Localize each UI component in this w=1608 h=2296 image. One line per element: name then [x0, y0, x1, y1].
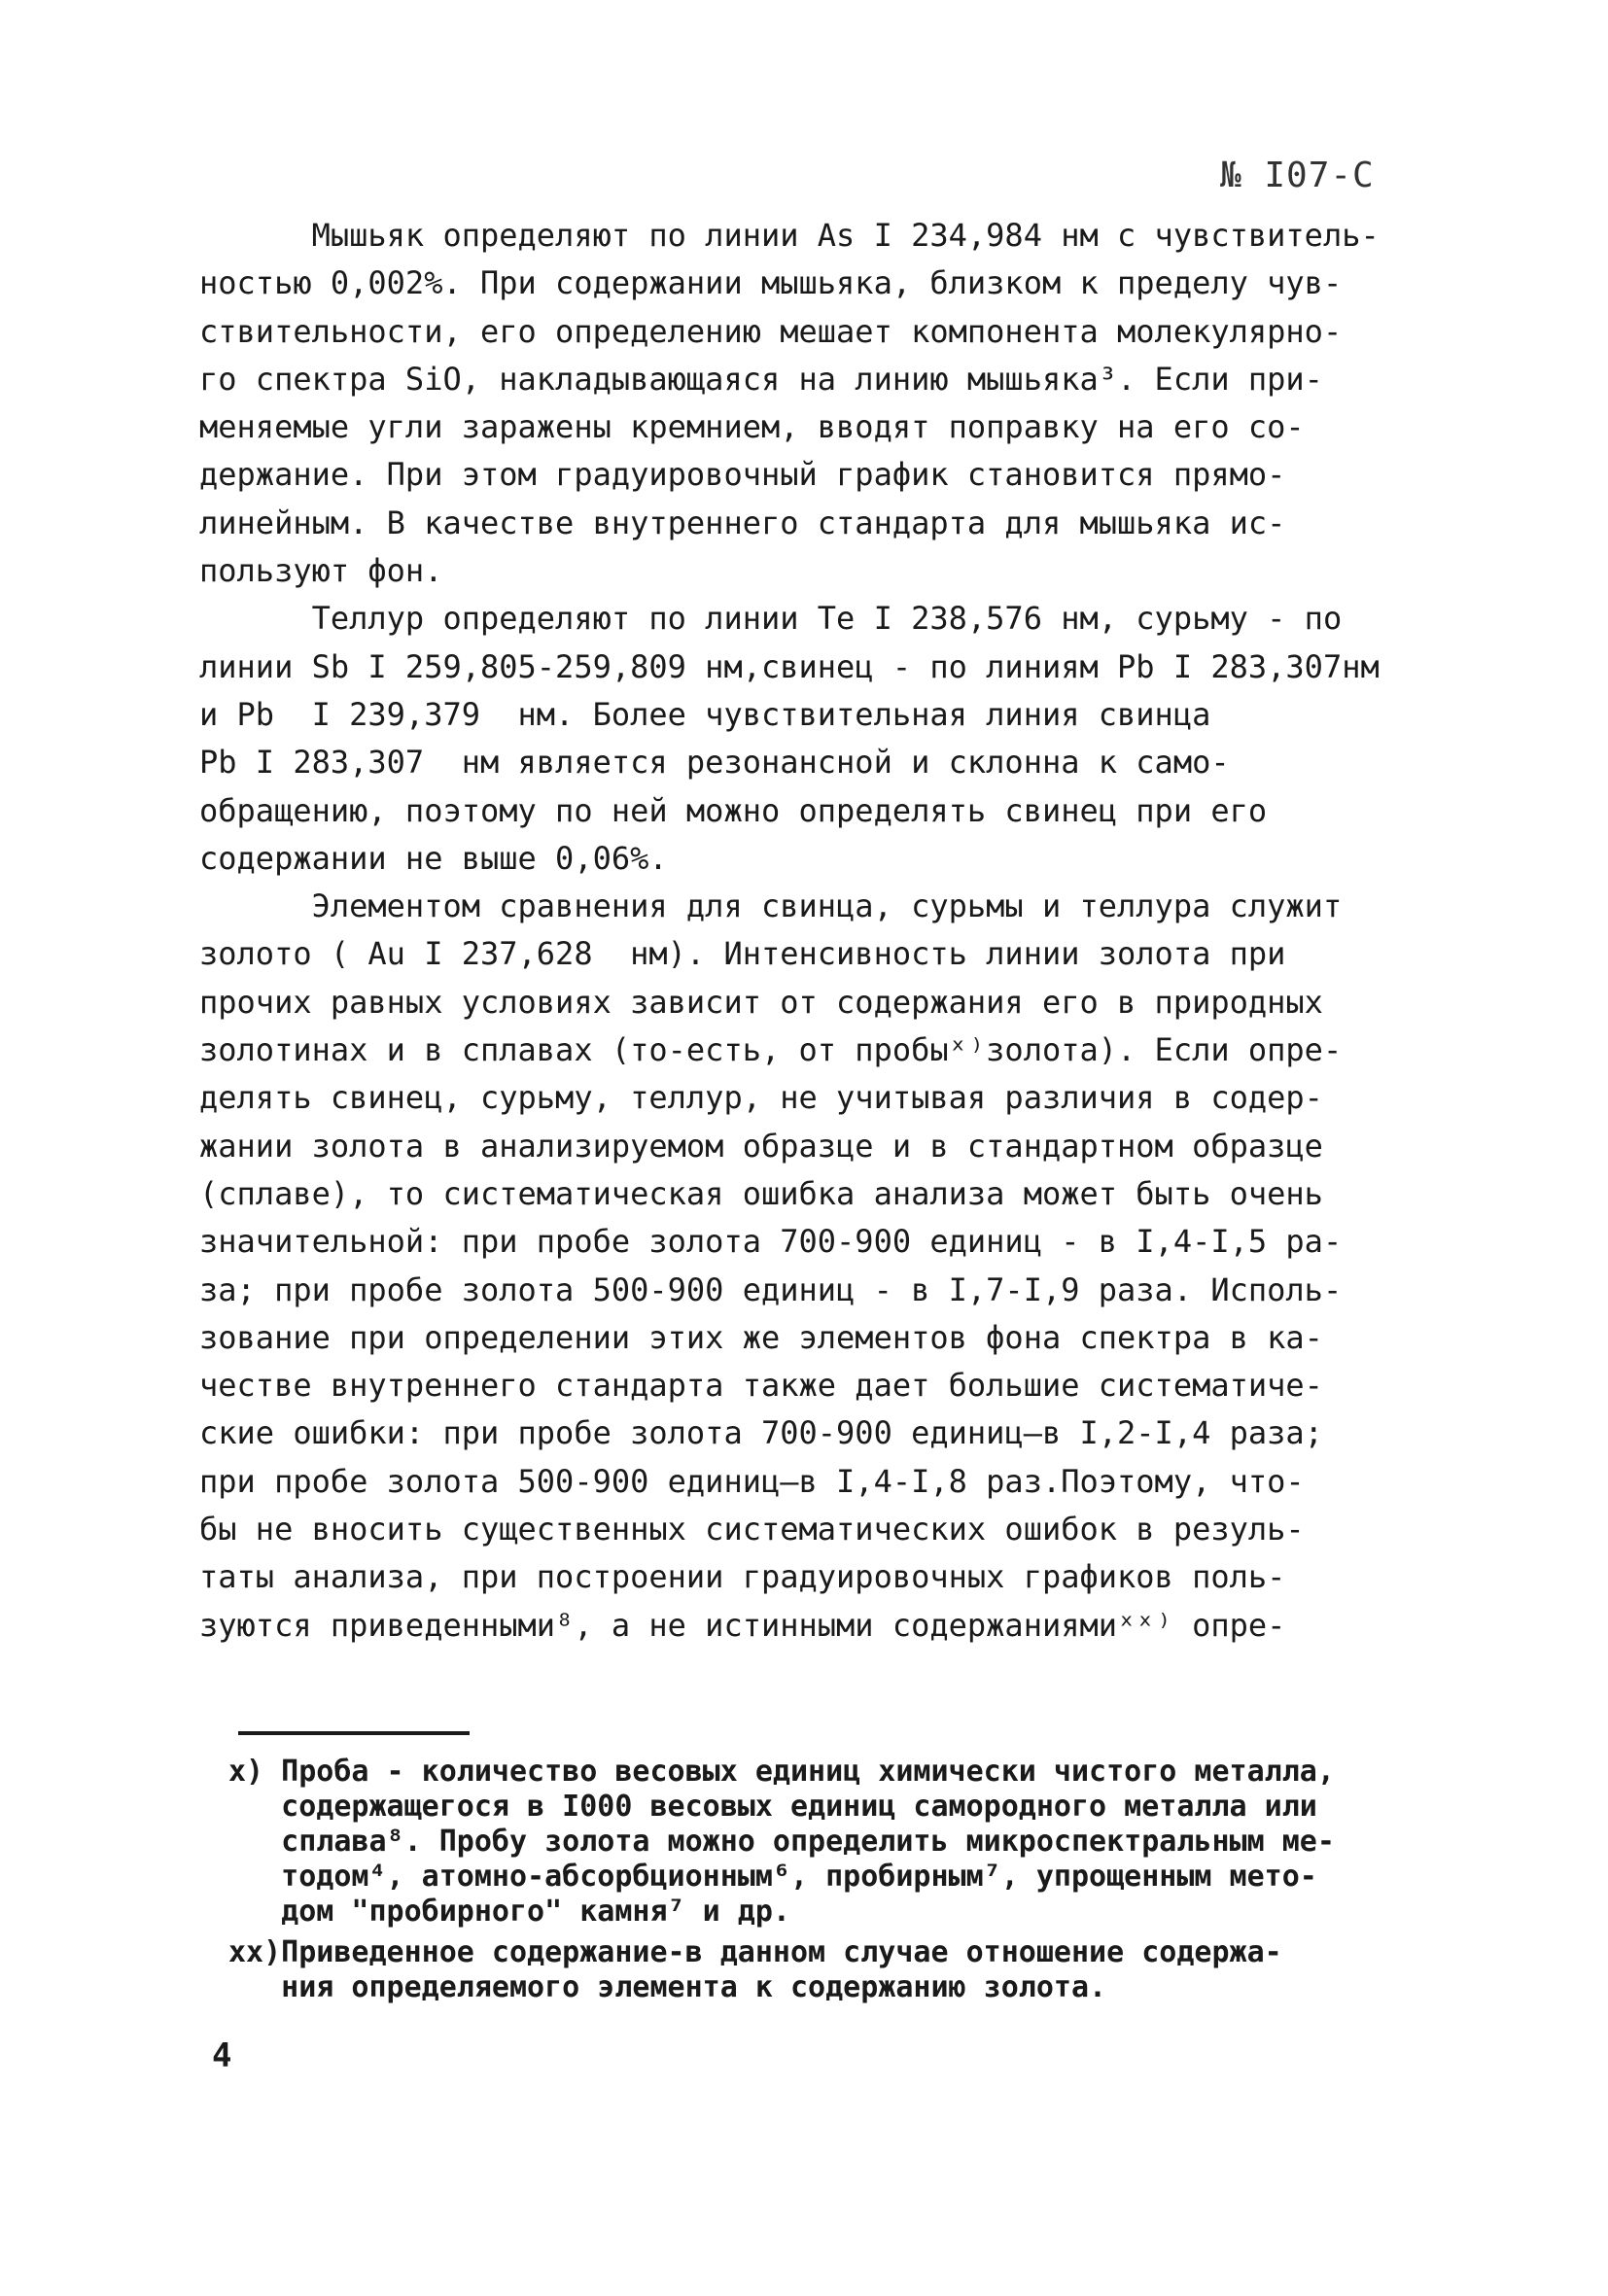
- body-line: линейным. В качестве внутреннего стандарта для мышьяка ис-: [199, 504, 1286, 541]
- body-line: линии Sb I 259,805-259,809 нм,свинец - по линиям Pb I 283,307нм: [199, 647, 1380, 685]
- body-line: обращению, поэтому по ней можно определять свинец при его: [199, 791, 1268, 829]
- footnote-divider: [238, 1731, 470, 1735]
- footnotes: [228, 1755, 1492, 2011]
- body-line: держание. При этом градуировочный график становится прямо-: [199, 456, 1286, 494]
- page-number: 4: [212, 2036, 232, 2075]
- body-line: прочих равных условиях зависит от содержания его в природных: [199, 983, 1323, 1021]
- body-line: за; при пробе золота 500-900 единиц - в I,7-I,9 раза. Исполь-: [199, 1270, 1343, 1308]
- footnote-line: тодом⁴, атомно-абсорбционным⁶, пробирным⁷, упрощенным мето-: [228, 1860, 1317, 1894]
- document-number: № I07-С: [1220, 156, 1375, 195]
- body-line: ностью 0,002%. При содержании мышьяка, близком к пределу чув-: [199, 264, 1343, 302]
- body-line: Элементом сравнения для свинца, сурьмы и теллура служит: [199, 887, 1343, 925]
- body-line: Мышьяк определяют по линии As I 234,984 нм с чувствитель-: [199, 217, 1380, 254]
- footnote-line: дом "пробирного" камня⁷ и др.: [228, 1895, 790, 1929]
- footnote-line: ния определяемого элемента к содержанию золота.: [228, 1970, 1107, 2004]
- body-line: ствительности, его определению мешает компонента молекулярно-: [199, 312, 1343, 350]
- footnote-line: содержащегося в I000 весовых единиц самородного металла или: [228, 1790, 1317, 1824]
- body-line: при пробе золота 500-900 единиц—в I,4-I,8 раз.Поэтому, что-: [199, 1462, 1305, 1500]
- body-line: таты анализа, при построении градуировочных графиков поль-: [199, 1558, 1286, 1596]
- body-line: зуются приведенными⁸, а не истинными содержаниямиˣˣ⁾ опре-: [199, 1606, 1286, 1644]
- body-line: зование при определении этих же элементов фона спектра в ка-: [199, 1318, 1323, 1356]
- footnote: [228, 1755, 1492, 1930]
- body-text: [199, 212, 1434, 1650]
- body-line: Pb I 283,307 нм является резонансной и склонна к само-: [199, 744, 1230, 782]
- body-line: меняемые угли заражены кремнием, вводят поправку на его со-: [199, 408, 1305, 446]
- body-line: пользуют фон.: [199, 552, 443, 590]
- body-line: золотинах и в сплавах (то-есть, от пробыˣ⁾золота). Если опре-: [199, 1031, 1343, 1069]
- body-line: Теллур определяют по линии Te I 238,576 нм, сурьму - по: [199, 600, 1343, 638]
- footnote-line: сплава⁸. Пробу золота можно определить микроспектральным ме-: [228, 1825, 1335, 1859]
- body-line: бы не вносить существенных систематических ошибок в резуль-: [199, 1511, 1305, 1548]
- footnote-line: x) Проба - количество весовых единиц химически чистого металла,: [228, 1755, 1335, 1789]
- body-line: золото ( Au I 237,628 нм). Интенсивность линии золота при: [199, 935, 1286, 973]
- footnote-line: xx)Приведенное содержание-в данном случае отношение содержа-: [228, 1935, 1282, 1969]
- footnote: [228, 1935, 1492, 2005]
- body-line: содержании не выше 0,06%.: [199, 839, 668, 877]
- body-line: честве внутреннего стандарта также дает большие систематиче-: [199, 1367, 1323, 1405]
- body-line: и Pb I 239,379 нм. Более чувствительная линия свинца: [199, 695, 1211, 733]
- body-line: (сплаве), то систематическая ошибка анализа может быть очень: [199, 1174, 1323, 1212]
- body-line: делять свинец, сурьму, теллур, не учитывая различия в содер-: [199, 1079, 1323, 1117]
- body-line: го спектра SiO, накладывающаяся на линию мышьяка³. Если при-: [199, 360, 1323, 398]
- body-line: жании золота в анализируемом образце и в стандартном образце: [199, 1127, 1323, 1165]
- body-line: ские ошибки: при пробе золота 700-900 единиц—в I,2-I,4 раза;: [199, 1414, 1323, 1452]
- body-line: значительной: при пробе золота 700-900 единиц - в I,4-I,5 ра-: [199, 1223, 1343, 1261]
